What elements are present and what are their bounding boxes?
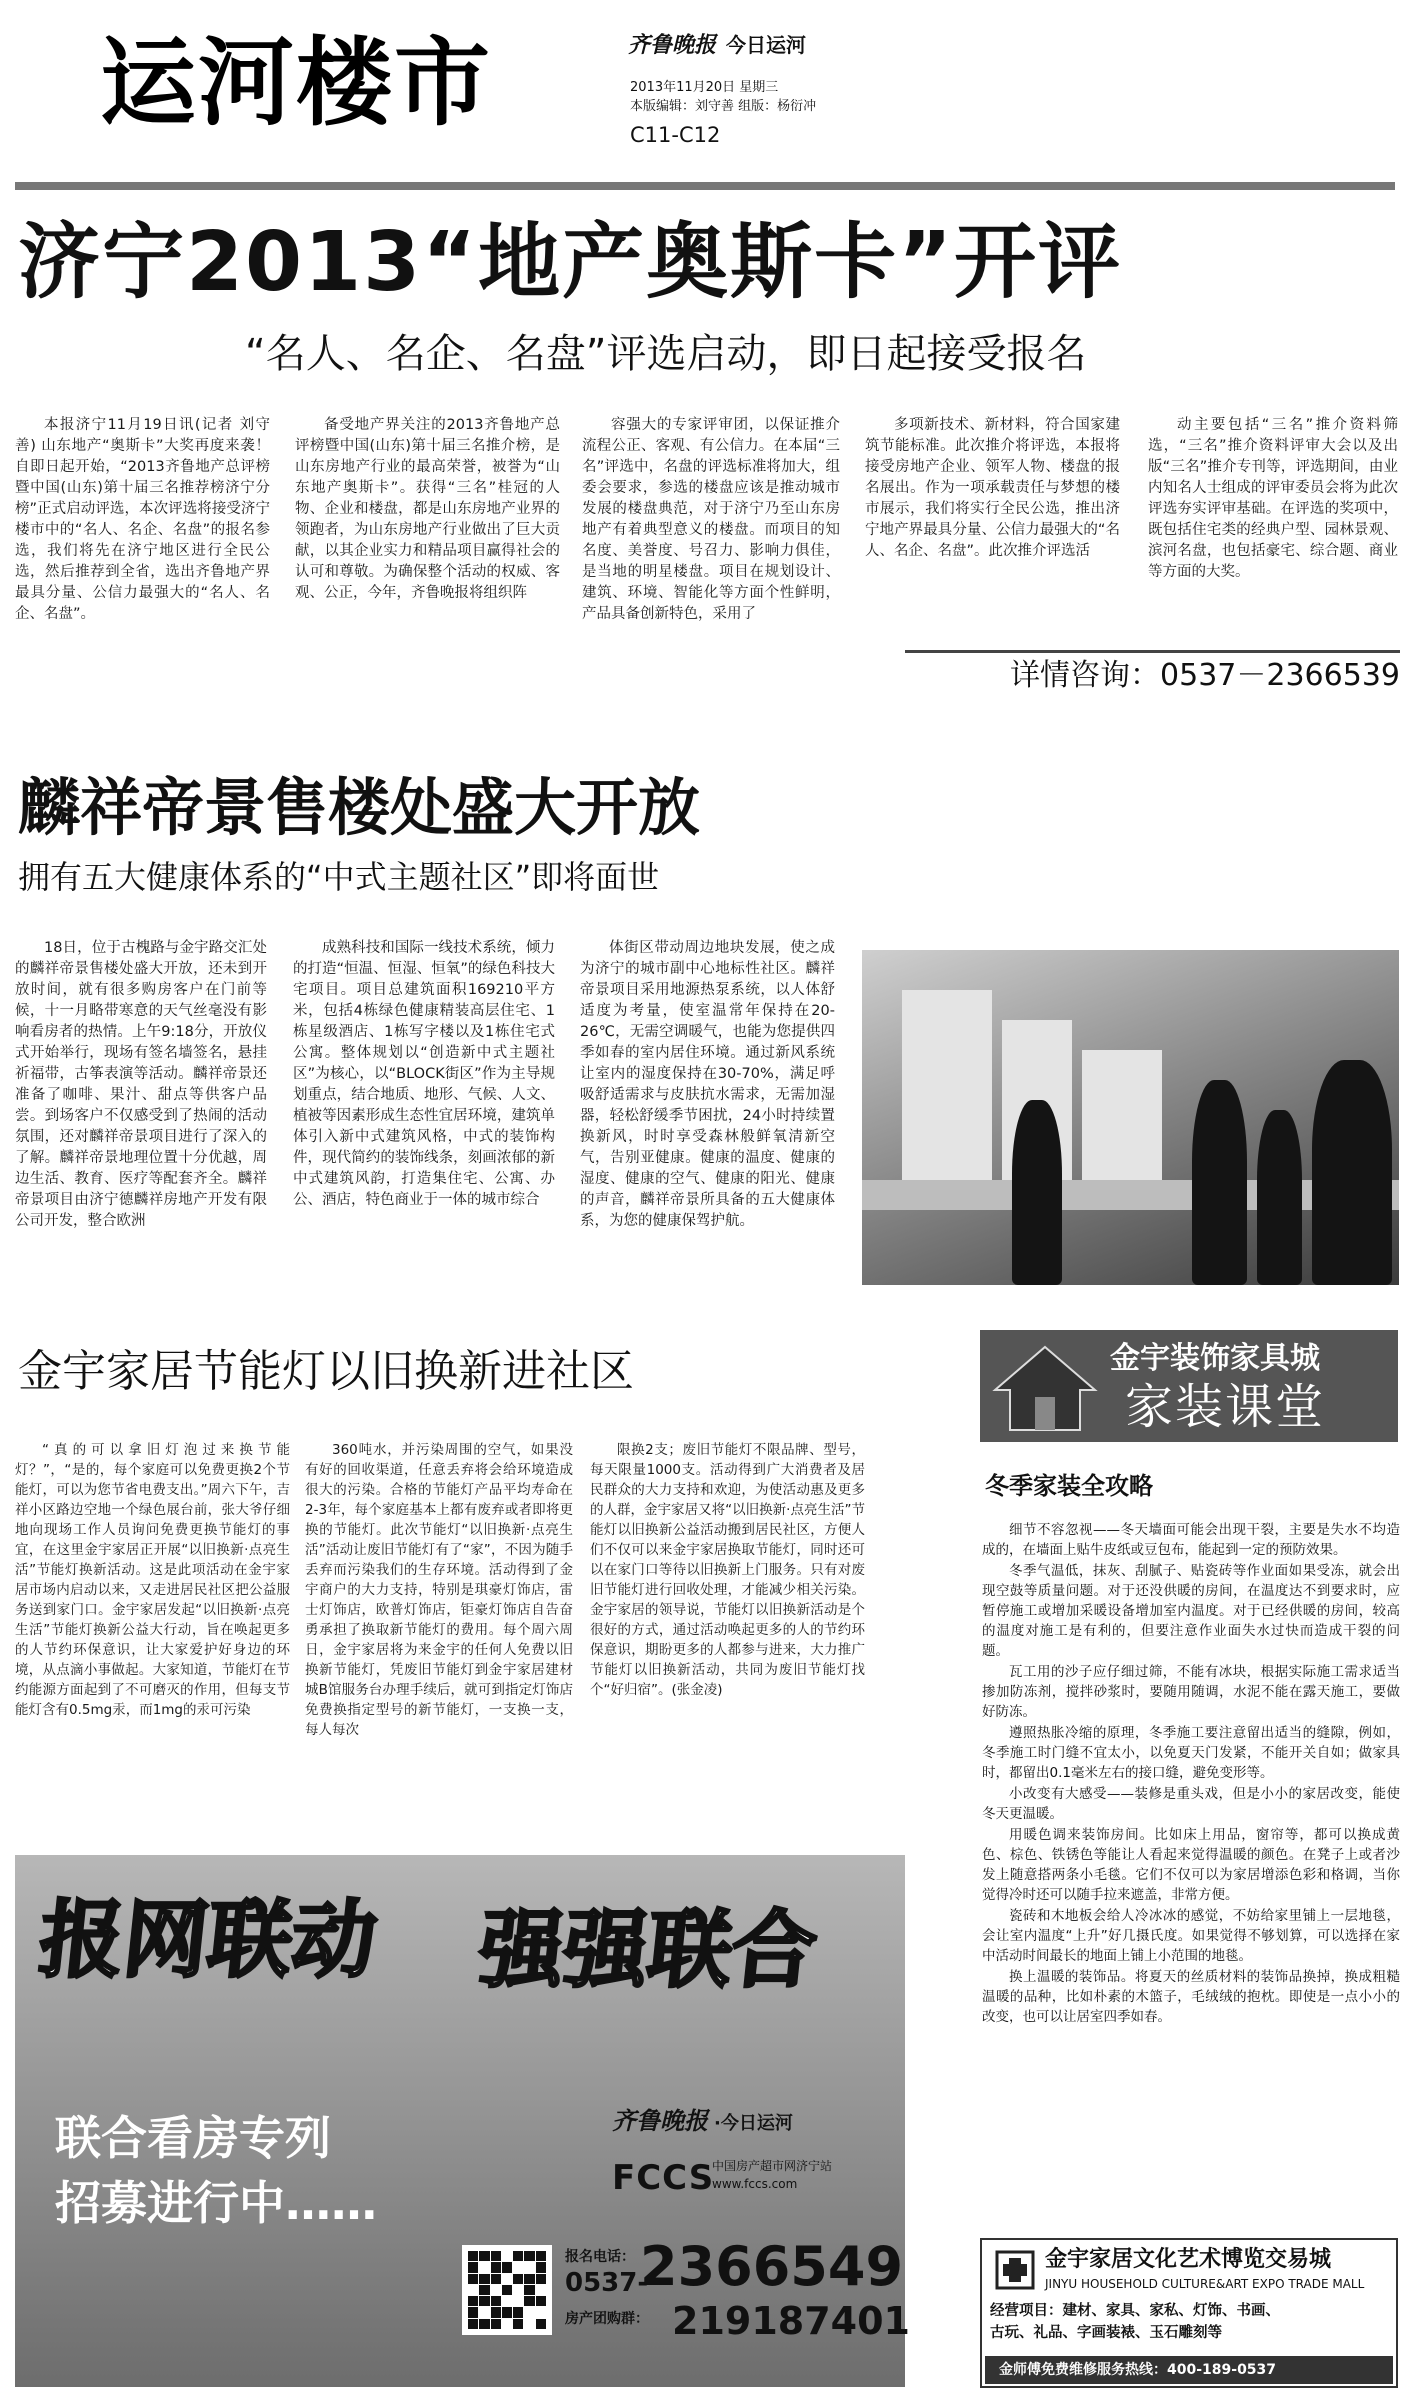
sidebar-paragraph: 瓷砖和木地板会给人冷冰冰的感觉，不妨给家里铺上一层地毯，会让室内温度“上升”好几摄氏度。如果觉得不够划算，可以选择在家中活动时间最长的地面上铺上小范围的地毯。 (982, 1908, 1400, 1964)
article2-column: 成熟科技和国际一线技术系统，倾力的打造“恒温、恒湿、恒氧”的绿色科技大宅项目。项目总建筑面积169210平方米，包括4栋绿色健康精装高层住宅、1栋星级酒店、1栋写字楼以及1栋住宅式公寓。整体规划以“创造新中式主题社区”为核心，以“BLOCK街区”作为主导规划重点，结合地质、地形、气候、人文、植被等因素形成生态性宜居环境，建筑单体引入新中式建筑风格，中式的装饰构件，现代简约的装饰线条，刻画浓郁的新中式建筑风韵，打造集住宅、公寓、办公、酒店，特色商业于一体的城市综合 (293, 940, 555, 1208)
ad-brand: 齐鲁晚报 ·今日运河 (612, 2107, 793, 2135)
article3-column: 360吨水，并污染周围的空气，如果没有好的回收渠道，任意丢弃将会给环境造成很大的污染。合格的节能灯产品平均寿命在2-3年，每个家庭基本上都有废弃或者即将更换的节能灯。此次节能灯“以旧换新·点亮生活”活动让废旧节能灯有了“家”，不因为随手丢弃而污染我们的生存环境。活动得到了金宇商户的大力支持，特别是琪豪灯饰店，雷士灯饰店，欧普灯饰店，钜豪灯饰店自告奋勇承担了换取新节能灯的费用。每个周六周日，金宇家居将为来金宇的任何人免费以旧换新节能灯，凭废旧节能灯到金宇家居建材城B馆服务台办理手续后，就可到指定灯饰店免费换指定型号的新节能灯，一支换一支，每人每次 (305, 1442, 573, 1738)
page-range: C11-C12 (630, 123, 721, 147)
ad-tagline: 招募进行中…… (55, 2176, 377, 2230)
visitor-figure (1257, 1110, 1302, 1285)
sidebar-paragraph: 细节不容忽视——冬天墙面可能会出现干裂，主要是失水不均造成的，在墙面上贴牛皮纸或豆包布，能起到一定的预防效果。 (982, 1522, 1400, 1558)
fccs-logo: FCCS (612, 2158, 715, 2198)
newspaper-brand (628, 30, 806, 61)
expo-name: 金宇家居文化艺术博览交易城 (1045, 2247, 1332, 2272)
article1-column: 动主要包括“三名”推介资料筛选，“三名”推介资料评审大会以及出版“三名”推介专刊等，评选期间，由业内知名人士组成的评审委员会将为此次评选夯实评审基础。在评选的奖项中，既包括住宅类的经典户型、园林景观、滨河名盘，也包括豪宅、综合题、商业等方面的大奖。 (1148, 417, 1398, 580)
expo-items: 经营项目：建材、家具、家私、灯饰、书画、 古玩、礼品、字画装裱、玉石雕刻等 (990, 2303, 1280, 2341)
building-model (902, 990, 992, 1190)
article1-subhead: “名人、名企、名盘”评选启动，即日起接受报名 (245, 331, 1087, 377)
ad-slogan: 报网联动 (34, 1891, 382, 1989)
issue-date: 2013年11月20日 星期三 (630, 80, 779, 95)
article1-column: 备受地产界关注的2013齐鲁地产总评榜暨中国(山东)第十届三名推介榜，是山东房地产行业的最高荣誉，被誉为“山东地产奥斯卡”。获得“三名”桂冠的人物、企业和楼盘，都是山东房地产业界的领跑者，为山东房地产行业做出了巨大贡献，以其企业实力和精品项目赢得社会的认可和尊敬。为确保整个活动的权威、客观、公正，今年，齐鲁晚报将组织阵 (295, 417, 560, 601)
visitor-figure (1192, 1080, 1247, 1285)
building-model (1082, 1050, 1162, 1190)
ad-tagline: 联合看房专列 (55, 2111, 331, 2165)
sidebar-paragraph: 换上温暖的装饰品。将夏天的丝质材料的装饰品换掉，换成粗糙温暖的品种，比如朴素的木篮子，毛绒绒的抱枕。即使是一点小小的改变，也可以让居室四季如春。 (982, 1969, 1400, 2025)
visitor-figure (1312, 1060, 1392, 1285)
article3-column: 限换2支；废旧节能灯不限品牌、型号，每天限量1000支。活动得到广大消费者及居民群众的大力支持和欢迎，为使活动惠及更多的人群，金宇家居又将“以旧换新·点亮生活”节能灯以旧换新公益活动搬到居民社区，方便人们不仅可以来金宇家居换取节能灯，同时还可以在家门口等待以旧换新上门服务。只有对废旧节能灯进行回收处理，才能减少相关污染。金宇家居的领导说，节能灯以旧换新活动是个很好的方式，通过活动唤起更多的人的节约环保意识，期盼更多的人都参与进来，大力推广节能灯以旧换新活动，共同为废旧节能灯找个“好归宿”。(张金凌) (590, 1442, 865, 1698)
sidebar-paragraph: 冬季气温低，抹灰、刮腻子、贴瓷砖等作业面如果受冻，就会出现空鼓等质量问题。对于还没供暖的房间，在温度达不到要求时，应暂停施工或增加采暖设备增加室内温度。对于已经供暖的房间，较高的温度对施工是有利的，但要注意作业面失水过快而造成干裂的问题。 (982, 1563, 1400, 1659)
sidebar-subtitle: 家装课堂 (1125, 1379, 1326, 1435)
expo-hotline: 金师傅免费维修服务热线：400-189-0537 (985, 2356, 1393, 2384)
fccs-name: 中国房产超市网济宁站 (712, 2159, 833, 2173)
issue-editor: 本版编辑：刘守善 组版：杨衍冲 (630, 99, 817, 114)
brand-sub: 今日运河 (726, 33, 807, 57)
group-number: 219187401 (672, 2299, 910, 2343)
house-icon (990, 1342, 1100, 1432)
article2-column: 18日，位于古槐路与金宇路交汇处的麟祥帝景售楼处盛大开放，还未到开放时间，就有很多购房客户在门前等候，十一月略带寒意的天气丝毫没有影响看房者的热情。上午9:18分，开放仪式开始举行，现场有签名墙签名，悬挂祈福带，古筝表演等活动。麟祥帝景还准备了咖啡、果汁、甜点等供客户品尝。到场客户不仅感受到了热闹的活动氛围，还对麟祥帝景项目进行了深入的了解。麟祥帝景地理位置十分优越，周边生活、教育、医疗等配套齐全。麟祥帝景项目由济宁德麟祥房地产开发有限公司开发，整合欧洲 (15, 940, 267, 1229)
ad-slogan: 强强联合 (474, 1901, 822, 1999)
fccs-url: www.fccs.com (712, 2177, 798, 2191)
article2-subhead: 拥有五大健康体系的“中式主题社区”即将面世 (18, 858, 660, 896)
article3-headline: 金宇家居节能灯以旧换新进社区 (18, 1346, 634, 1397)
sidebar-paragraph: 遵照热胀冷缩的原理，冬季施工要注意留出适当的缝隙，例如，冬季施工时门缝不宜太小，以免夏天门发紧，不能开关自如；做家具时，都留出0.1毫米左右的接口缝，避免变形等。 (982, 1725, 1400, 1781)
phone-number: 2366549 (640, 2235, 904, 2298)
article3-column: “真的可以拿旧灯泡过来换节能灯？”，“是的，每个家庭可以免费更换2个节能灯，可以为您节省电费支出。”周六下午，吉祥小区路边空地一个绿色展台前，张大爷仔细地向现场工作人员询问免费更换节能灯的事宜，在这里金宇家居正开展“以旧换新·点亮生活”节能灯换新活动。这是此项活动在金宇家居市场内启动以来，又走进居民社区把公益服务送到家门口。金宇家居发起“以旧换新·点亮生活”节能灯换新公益大行动，旨在唤起更多的人节约环保意识，让大家爱护好身边的环境，从点滴小事做起。大家知道，节能灯在节约能源方面起到了不可磨灭的作用，但每支节能灯含有0.5mg汞，而1mg的汞可污染 (15, 1442, 290, 1718)
article1-column: 容强大的专家评审团，以保证推介流程公正、客观、有公信力。在本届“三名”评选中，名盘的评选标准将加大，组委会要求，参选的楼盘应该是推动城市发展的楼盘典范，对于济宁乃至山东房地产有着典型意义的楼盘。而项目的知名度、美誉度、号召力、影响力俱佳，是当地的明星楼盘。项目在规划设计、建筑、环境、智能化等方面个性鲜明，产品具备创新特色，采用了 (582, 417, 840, 622)
sidebar-paragraph: 用暖色调来装饰房间。比如床上用品，窗帘等，都可以换成黄色、棕色、铁锈色等能让人看起来觉得温暖的颜色。在凳子上或者沙发上随意搭两条小毛毯。它们不仅可以为家居增添色彩和格调，当你觉得冷时还可以随手拉来遮盖，非常方便。 (982, 1827, 1400, 1903)
masthead-divider (15, 182, 1395, 190)
expo-name-en: JINYU HOUSEHOLD CULTURE&ART EXPO TRADE MALL (1045, 2277, 1365, 2291)
sidebar-body (982, 1520, 1400, 2230)
consult-hotline: 详情咨询：0537－2366539 (905, 650, 1400, 696)
sidebar-paragraph: 瓦工用的沙子应仔细过筛，不能有冰块，根据实际施工需求适当掺加防冻剂，搅拌砂浆时，要随用随调，水泥不能在露天施工，要做好防冻。 (982, 1664, 1400, 1720)
article2-headline: 麟祥帝景售楼处盛大开放 (18, 771, 701, 844)
sidebar-title: 金宇装饰家具城 (1110, 1341, 1320, 1376)
article1-headline: 济宁2013“地产奥斯卡”开评 (18, 215, 1123, 310)
expo-logo-icon (995, 2250, 1035, 2290)
brand-name: 齐鲁晚报 (628, 33, 717, 58)
article2-column: 体街区带动周边地块发展，使之成为济宁的城市副中心地标性社区。麟祥帝景项目采用地源热泵系统，以人体舒适度为考量，使室温常年保持在20-26℃，无需空调暖气，也能为您提供四季如春的室内居住环境。通过新风系统让室内的湿度保持在30-70%，满足呼吸舒适需求与皮肤抗水需求，无需加湿器，轻松舒缓季节困扰，24小时持续置换新风，时时享受森林般鲜氧清新空气，告别亚健康。健康的温度、健康的湿度、健康的空气、健康的阳光、健康的声音，麟祥帝景所具备的五大健康体系，为您的健康保驾护航。 (580, 940, 835, 1229)
sidebar-heading: 冬季家装全攻略 (985, 1472, 1153, 1500)
qr-code-icon (462, 2245, 552, 2335)
visitor-figure (1012, 1100, 1062, 1285)
article1-column: 本报济宁11月19日讯(记者 刘守善) 山东地产“奥斯卡”大奖再度来袭！自即日起开始，“2013齐鲁地产总评榜暨中国(山东)第十届三名推荐榜济宁分榜”正式启动评选，本次评选将接受济宁楼市中的“名人、名企、名盘”的报名参选，我们将先在济宁地区进行全民公选，然后推荐到全省，选出齐鲁地产界最具分量、公信力最强大的“名人、名企、名盘”。 (15, 417, 270, 622)
sales-office-photo (862, 950, 1399, 1285)
phone-area-code: 0537- (565, 2268, 649, 2298)
issue-info (630, 78, 816, 116)
group-label: 房产团购群： (565, 2311, 649, 2327)
phone-label: 报名电话： (565, 2249, 635, 2265)
article1-column: 多项新技术、新材料，符合国家建筑节能标准。此次推介将评选，本报将接受房地产企业、领军人物、楼盘的报名展出。作为一项承载责任与梦想的楼市展示，我们将实行全民公选，推出济宁地产界最具分量、公信力最强大的“名人、名企、名盘”。此次推介评选活 (865, 417, 1120, 559)
sidebar-paragraph: 小改变有大感受——装修是重头戏，但是小小的家居改变，能使冬天更温暖。 (982, 1786, 1400, 1822)
section-title: 运河楼市 (100, 26, 492, 139)
